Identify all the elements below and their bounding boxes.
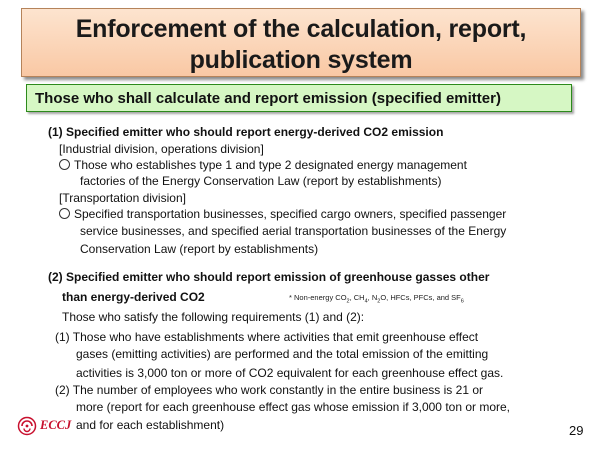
circle-bullet-icon: [59, 208, 70, 219]
industrial-item-line-1: Those who establishes type 1 and type 2 designated energy management: [74, 158, 467, 172]
subtitle-text: Those who shall calculate and report emission (specified emitter): [35, 90, 501, 107]
transport-item-line-3: Conservation Law (report by establishments): [80, 242, 319, 256]
transport-item-line-2: service businesses, and specified aerial transportation businesses of the Energy: [80, 224, 507, 238]
industrial-division-label: [Industrial division, operations division]: [59, 142, 264, 156]
slide-title-line-2: publication system: [189, 46, 413, 74]
page-number: 29: [569, 423, 584, 438]
eccj-logo-text: ECCJ: [40, 418, 72, 432]
section1-heading: (1) Specified emitter who should report energy-derived CO2 emission: [48, 125, 444, 139]
requirement-1-line-3: activities is 3,000 ton or more of CO2 equivalent for each greenhouse effect gas.: [76, 366, 504, 380]
requirement-2-line-2: more (report for each greenhouse effect gas whose emission if 3,000 ton or more,: [76, 400, 511, 414]
requirements-intro: Those who satisfy the following requirements (1) and (2):: [62, 310, 365, 324]
circle-bullet-icon: [59, 159, 70, 170]
requirement-1-line-1: (1) Those who have establishments where activities that emit greenhouse effect: [55, 330, 479, 344]
slide-title-line-1: Enforcement of the calculation, report,: [75, 15, 527, 43]
non-energy-gas-note: * Non-energy $CO_2$, $CH_4$, $N_2O$, HFCs, PFCs, and $SF_6$: [289, 293, 464, 305]
industrial-item-line-2: factories of the Energy Conservation Law (report by establishments): [80, 174, 442, 188]
requirement-2-line-3: and for each establishment): [76, 418, 225, 432]
transport-division-label: [Transportation division]: [59, 191, 186, 205]
requirement-1-line-2: gases (emitting activities) are performed and the total emission of the emitting: [76, 347, 489, 361]
section2-heading-line-1: (2) Specified emitter who should report emission of greenhouse gasses other: [48, 270, 490, 284]
eccj-emblem-icon: [16, 416, 38, 436]
transport-item-line-1: Specified transportation businesses, specified cargo owners, specified passenger: [74, 207, 507, 221]
subtitle-box: [26, 84, 572, 112]
requirement-2-line-1: (2) The number of employees who work constantly in the entire business is 21 or: [55, 383, 483, 397]
section2-heading-line-2: than energy-derived CO2: [62, 290, 205, 304]
eccj-logo: [16, 416, 92, 436]
slide-title-box: [21, 8, 581, 77]
